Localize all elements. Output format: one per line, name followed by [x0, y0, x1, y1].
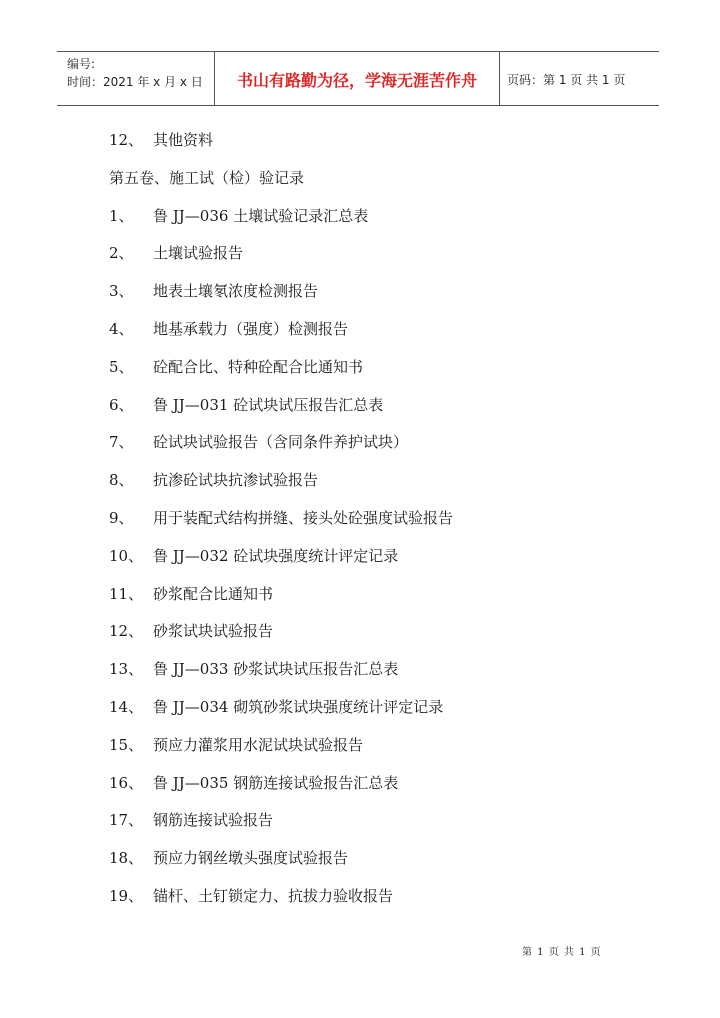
item-text: 地表土壤氡浓度检测报告 [153, 282, 319, 301]
item-number: 4、 [109, 319, 134, 338]
list-item [0, 355, 720, 393]
list-item [0, 204, 720, 242]
list-item [0, 733, 720, 771]
list-item [0, 241, 720, 279]
item-text: 地基承载力（强度）检测报告 [153, 319, 349, 338]
list-item [0, 317, 720, 355]
item-text: 锚杆、土钉锁定力、抗拔力验收报告 [153, 886, 394, 905]
header-meta [67, 55, 203, 91]
item-text: 砂浆配合比通知书 [153, 584, 274, 603]
item-text: 鲁 JJ—032 砼试块强度统计评定记录 [153, 546, 399, 565]
list-item [0, 506, 720, 544]
item-number: 16、 [109, 773, 144, 792]
time-label: 时间：2021 年 x 月 x 日 [67, 75, 203, 89]
item-text: 预应力灌浆用水泥试块试验报告 [153, 735, 364, 754]
list-item [0, 279, 720, 317]
item-number: 18、 [109, 849, 144, 868]
item-number: 11、 [109, 584, 144, 603]
item-text: 抗渗砼试块抗渗试验报告 [153, 471, 319, 490]
list-item [0, 695, 720, 733]
item-text: 鲁 JJ—036 土壤试验记录汇总表 [153, 206, 369, 225]
item-text: 鲁 JJ—035 钢筋连接试验报告汇总表 [153, 773, 399, 792]
list-item [0, 582, 720, 620]
list-item [0, 657, 720, 695]
item-text: 鲁 JJ—031 砼试块试压报告汇总表 [153, 395, 384, 414]
item-number: 2、 [109, 244, 134, 263]
list-item [0, 128, 720, 166]
list-item [0, 619, 720, 657]
item-number: 9、 [109, 508, 134, 527]
list-item [0, 808, 720, 846]
list-item [0, 468, 720, 506]
item-text: 砂浆试块试验报告 [153, 622, 274, 641]
header-page-number: 页码：第 1 页 共 1 页 [507, 73, 626, 87]
item-number: 13、 [109, 660, 144, 679]
item-number: 3、 [109, 282, 134, 301]
item-text: 其他资料 [153, 131, 214, 149]
list-item [0, 884, 720, 922]
header-divider [499, 52, 500, 105]
item-text: 砼试块试验报告（含同条件养护试块） [153, 433, 409, 452]
item-text: 用于装配式结构拼缝、接头处砼强度试验报告 [153, 508, 454, 527]
item-number: 7、 [109, 433, 134, 452]
item-number: 12、 [109, 131, 144, 149]
item-number: 8、 [109, 471, 134, 490]
header-motto: 书山有路勤为径，学海无涯苦作舟 [236, 71, 477, 90]
page-header [57, 51, 659, 106]
item-text: 预应力钢丝墩头强度试验报告 [153, 849, 349, 868]
item-text: 钢筋连接试验报告 [153, 811, 274, 830]
item-number: 1、 [109, 206, 134, 225]
item-number: 19、 [109, 886, 144, 905]
list-item [0, 430, 720, 468]
item-number: 14、 [109, 697, 144, 716]
item-text: 砼配合比、特种砼配合比通知书 [153, 357, 364, 376]
list-item [0, 393, 720, 431]
item-text: 鲁 JJ—034 砌筑砂浆试块强度统计评定记录 [153, 697, 444, 716]
list-item [0, 846, 720, 884]
item-text: 土壤试验报告 [153, 244, 244, 263]
item-text: 鲁 JJ—033 砂浆试块试压报告汇总表 [153, 660, 399, 679]
item-number: 10、 [109, 546, 144, 565]
item-number: 17、 [109, 811, 144, 830]
section-title: 第五卷、施工试（检）验记录 [109, 168, 305, 187]
list-item [0, 771, 720, 809]
list-item [0, 544, 720, 582]
item-number: 5、 [109, 357, 134, 376]
page-footer: 第 1 页 共 1 页 [522, 947, 602, 958]
item-number: 12、 [109, 622, 144, 641]
item-number: 6、 [109, 395, 134, 414]
section-heading [0, 166, 720, 204]
item-number: 15、 [109, 735, 144, 754]
code-label: 编号: [67, 57, 96, 71]
document-body [0, 128, 720, 922]
